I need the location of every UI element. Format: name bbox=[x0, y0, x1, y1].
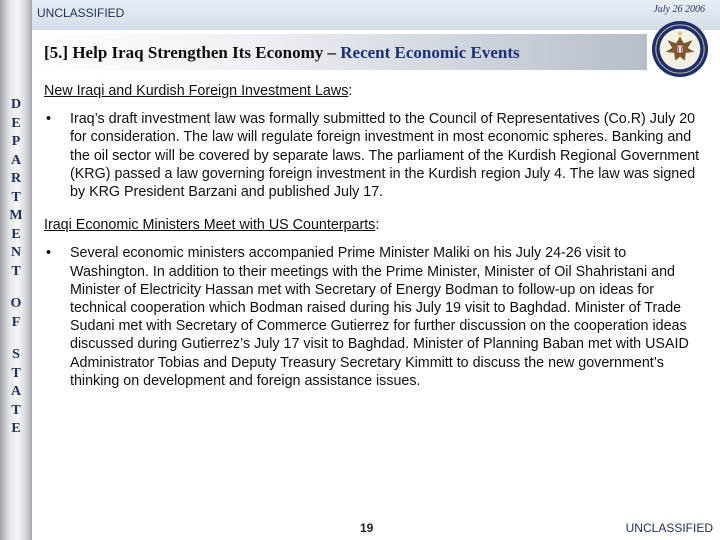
section-gap bbox=[44, 201, 706, 216]
classification-label-top: UNCLASSIFIED bbox=[37, 6, 125, 20]
section-heading-line: New Iraqi and Kurdish Foreign Investment Laws: bbox=[44, 83, 353, 99]
sidebar-letter: E bbox=[11, 421, 21, 436]
title-prefix: [5.] Help Iraq Strengthen Its Economy – bbox=[44, 43, 341, 62]
sidebar-letter: T bbox=[11, 263, 21, 279]
state-department-seal-icon bbox=[651, 20, 709, 78]
slide-content bbox=[44, 82, 706, 390]
sidebar-letter: O bbox=[10, 296, 22, 311]
sidebar-letter: A bbox=[10, 384, 22, 399]
sidebar-letter: M bbox=[9, 208, 23, 223]
bullet-item bbox=[44, 244, 706, 390]
sidebar-letter: T bbox=[11, 365, 21, 381]
bullet-item bbox=[44, 110, 706, 201]
bullet-text: Iraq’s draft investment law was formally submitted to the Council of Representatives (Co.R) July 20 for consideration. The law will regulate foreign investment in most economic spheres. Banking and the oil sector will be covered by separate laws. The parliament of the Kurdish Regional Government (KRG) passed a law governing foreign investment in the Kurdish region July 4. The law was signed by KRG President Barzani and published July 17. bbox=[70, 111, 700, 201]
sidebar-letter: T bbox=[11, 189, 21, 205]
bullet-dot: • bbox=[46, 245, 52, 262]
sidebar-letter: N bbox=[10, 245, 22, 260]
bullet-text: Several economic ministers accompanied Prime Minister Maliki on his July 24-26 visit to Washington. In addition to their meetings with the Prime Minister, Minister of Oil Shahristani and Minister of Electricity Hassan met with Secretary of Energy Bodman to follow-up on ideas for technical cooperation which Bodman raised during his July 19 visit to Baghdad. Minister of Trade Sudani met with Secretary of Commerce Gutierrez for further discussion on the cooperation ideas discussed during Gutierrez’s July 17 visit to Baghdad. Minister of Planning Baban met with USAID Administrator Tobias and Deputy Treasury Secretary Kimmitt to discuss the new government’s thinking on development and foreign assistance issues. bbox=[70, 245, 689, 389]
section-heading-line: Iraqi Economic Ministers Meet with US Counterparts: bbox=[44, 217, 380, 234]
sidebar-letter: R bbox=[10, 171, 22, 186]
sidebar-letter: T bbox=[11, 402, 21, 418]
section-heading: New Iraqi and Kurdish Foreign Investment Laws bbox=[44, 83, 349, 99]
sidebar-gap bbox=[0, 332, 32, 346]
sidebar-letter: E bbox=[11, 115, 21, 131]
page-number: 19 bbox=[360, 521, 374, 535]
section-heading: Iraqi Economic Ministers Meet with US Counterparts bbox=[44, 217, 376, 234]
slide-title bbox=[44, 43, 520, 63]
title-highlight: Recent Economic Events bbox=[340, 43, 520, 62]
slide-date: July 26 2006 bbox=[653, 4, 705, 15]
sidebar-letter: E bbox=[11, 226, 21, 242]
department-of-state-vertical-text bbox=[0, 96, 32, 439]
sidebar-letter: F bbox=[11, 314, 21, 330]
sidebar-letter: D bbox=[10, 97, 22, 112]
sidebar-gap bbox=[0, 281, 32, 295]
sidebar-letter: P bbox=[11, 134, 21, 149]
classification-label-bottom: UNCLASSIFIED bbox=[625, 521, 713, 535]
sidebar-letter: A bbox=[10, 152, 22, 168]
section-investment-laws bbox=[44, 82, 706, 201]
bullet-dot: • bbox=[46, 111, 52, 128]
section-ministers-meet bbox=[44, 216, 706, 390]
sidebar-letter: S bbox=[12, 347, 20, 362]
